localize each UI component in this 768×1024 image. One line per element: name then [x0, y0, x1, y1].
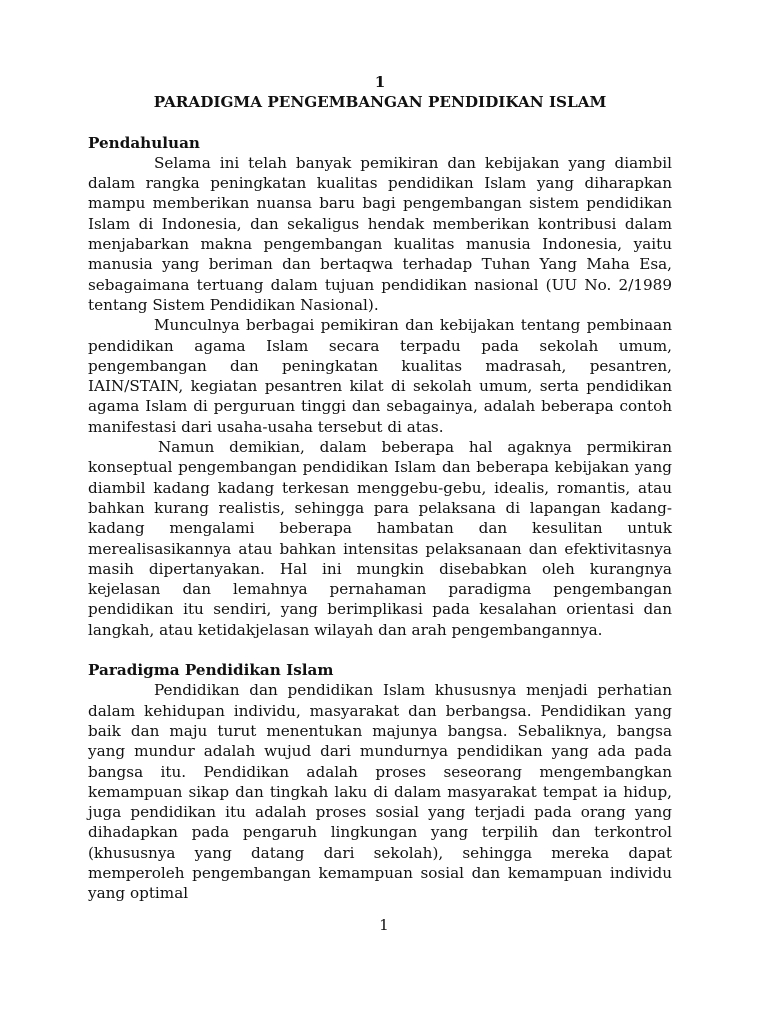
page-number: 1 [379, 916, 389, 934]
section-pendahuluan [88, 133, 672, 640]
paragraph: Pendidikan dan pendidikan Islam khususnya menjadi perhatian dalam kehidupan individu, masyarakat dan berbangsa. Pendidikan yang baik dan maju turut menentukan majunya bangsa. Sebaliknya, bangsa yang mundur adalah wujud dari mundurnya pendidikan yang ada pada bangsa itu. Pendidikan adalah proses seseorang mengembangkan kemampuan sikap dan tingkah laku di dalam masyarakat tempat ia hidup, juga pendidikan itu adalah proses sosial yang terjadi pada orang yang dihadapkan pada pengaruh lingkungan yang terpilih dan terkontrol (khususnya yang datang dari sekolah), sehingga mereka dapat memperoleh pengembangan kemampuan sosial dan kemampuan individu yang optimal [88, 681, 672, 903]
paragraph: Munculnya berbagai pemikiran dan kebijakan tentang pembinaan pendidikan agama Islam secara terpadu pada sekolah umum, pengembangan dan peningkatan kualitas madrasah, pesantren, IAIN/STAIN, kegiatan pesantren kilat di sekolah umum, serta pendidikan agama Islam di perguruan tinggi dan sebagainya, adalah beberapa contoh manifestasi dari usaha-usaha tersebut di atas. [88, 316, 672, 436]
chapter-title: PARADIGMA PENGEMBANGAN PENDIDIKAN ISLAM [153, 93, 607, 112]
section-heading: Paradigma Pendidikan Islam [88, 661, 334, 680]
spacer [88, 640, 672, 660]
paragraph: Namun demikian, dalam beberapa hal agaknya permikiran konseptual pengembangan pendidikan Islam dan beberapa kebijakan yang diambil kadang kadang terkesan menggebu-gebu, idealis, romantis, atau bahkan kurang realistis, sehingga para pelaksana di lapangan kadang-kadang mengalami beberapa hambatan dan kesulitan untuk merealisasikannya atau bahkan intensitas pelaksanaan dan efektivitasnya masih dipertanyakan. Hal ini mungkin disebabkan oleh kurangnya kejelasan dan lemahnya pernahaman paradigma pengembangan pendidikan itu sendiri, yang berimplikasi pada kesalahan orientasi dan langkah, atau ketidakjelasan wilayah dan arah pengembangannya. [88, 438, 672, 639]
paragraph: Selama ini telah banyak pemikiran dan kebijakan yang diambil dalam rangka peningkatan kualitas pendidikan Islam yang diharapkan mampu memberikan nuansa baru bagi pengembangan sistem pendidikan Islam di Indonesia, dan sekaligus hendak memberikan kontribusi dalam menjabarkan makna pengembangan kualitas manusia Indonesia, yaitu manusia yang beriman dan bertaqwa terhadap Tuhan Yang Maha Esa, sebagaimana tertuang dalam tujuan pendidikan nasional (UU No. 2/1989 tentang Sistem Pendidikan Nasional). [88, 153, 672, 314]
document-page [88, 72, 672, 904]
chapter-number: 1 [374, 73, 386, 91]
spacer [88, 113, 672, 133]
section-paradigma [88, 660, 672, 904]
section-heading: Pendahuluan [88, 133, 200, 152]
